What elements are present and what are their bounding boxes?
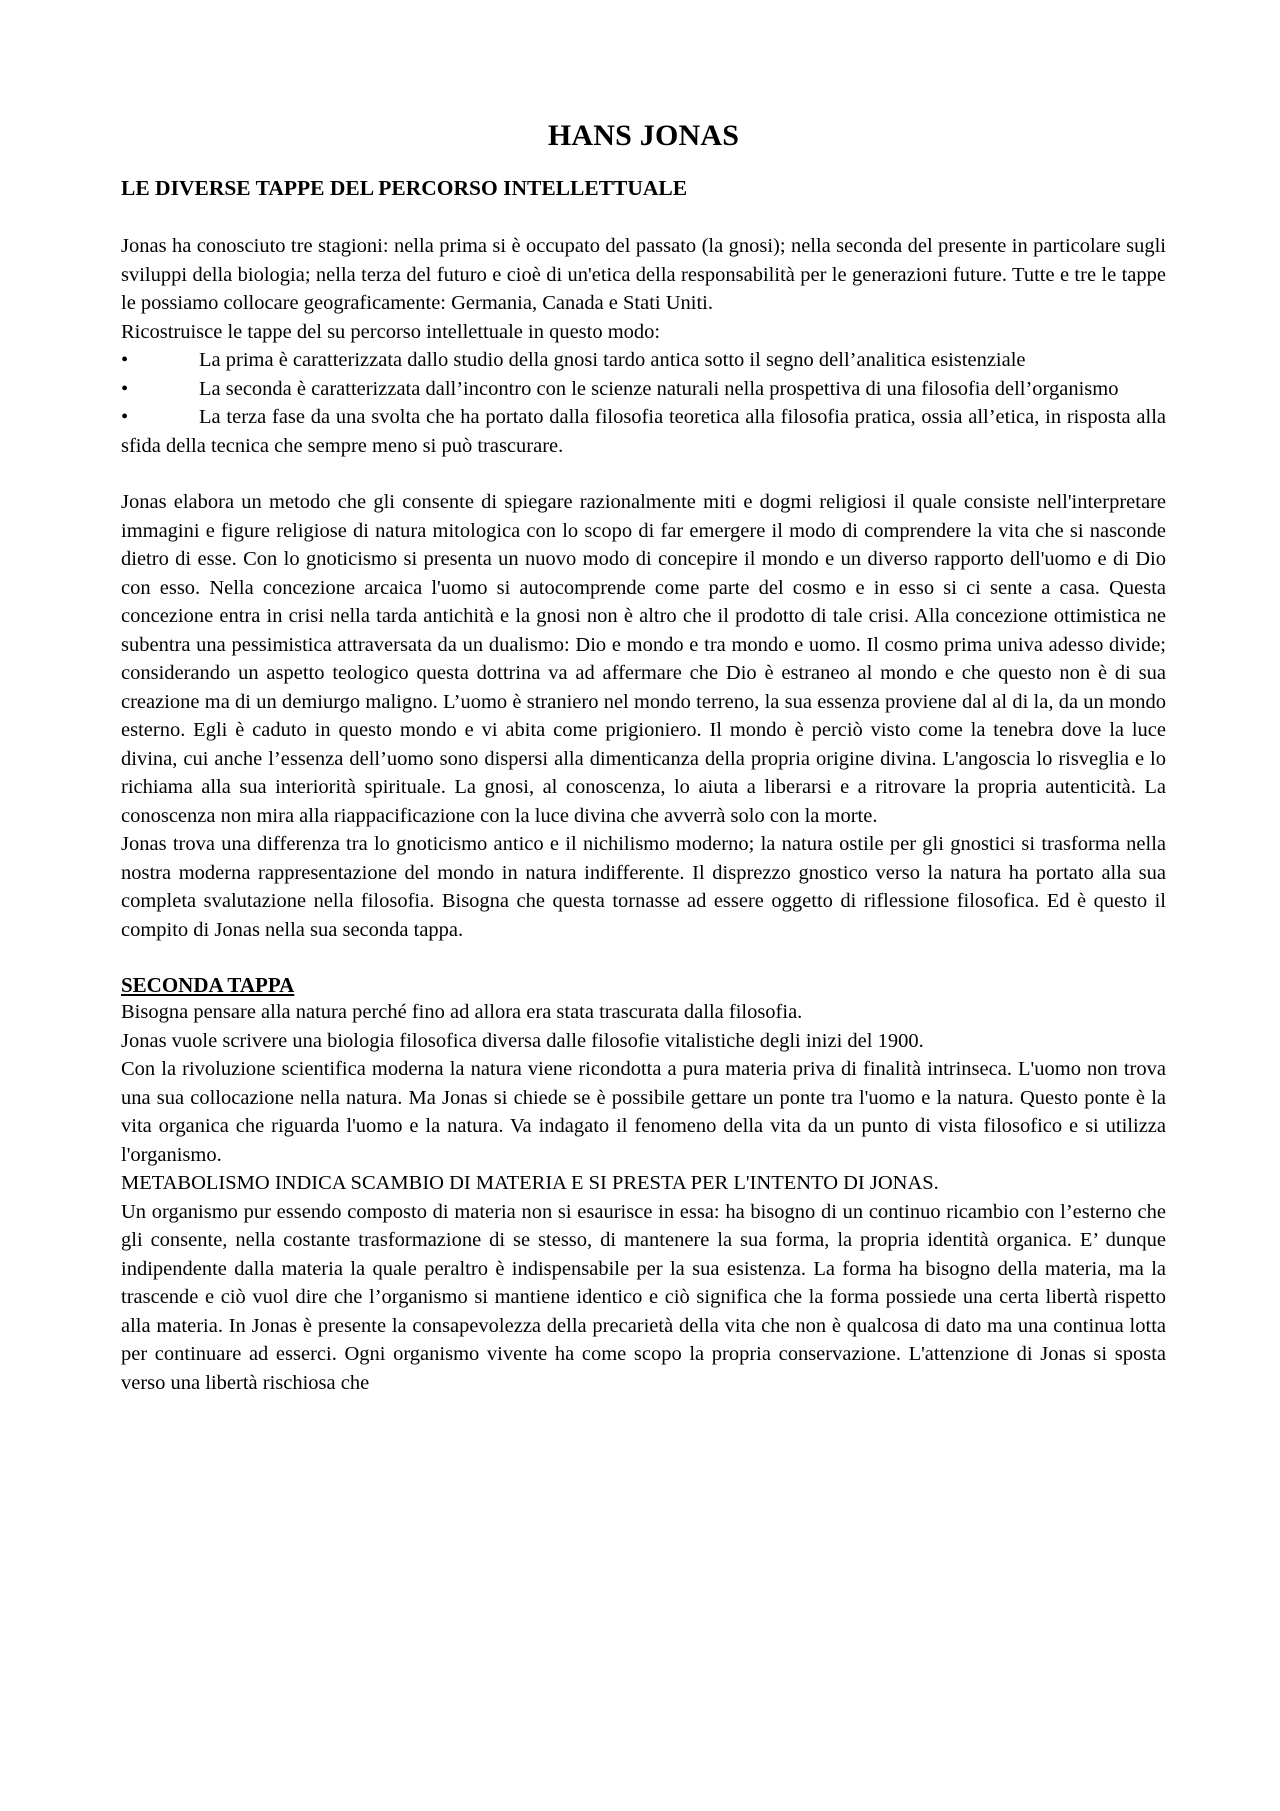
section2-line-1: Bisogna pensare alla natura perché fino ad allora era stata trascurata dalla filosofia. <box>121 1001 803 1023</box>
section2-line-2: Jonas vuole scrivere una biologia filosofica diversa dalle filosofie vitalistiche degli inizi del 1900. <box>121 1029 924 1052</box>
document-title: HANS JONAS <box>547 119 740 152</box>
document-page <box>121 118 1166 1397</box>
section-subtitle: LE DIVERSE TAPPE DEL PERCORSO INTELLETTUALE <box>121 176 688 200</box>
intro-paragraph: Jonas ha conosciuto tre stagioni: nella prima si è occupato del passato (la gnosi); nella seconda del presente in particolare sugli sviluppi della biologia; nella terza del futuro e cioè di un'etica della responsabilità per le generazioni future. Tutte e tre le tappe le possiamo collocare geograficamente: Germania, Canada e Stati Uniti. <box>121 235 1166 314</box>
metabolism-caps-line: METABOLISMO INDICA SCAMBIO DI MATERIA E SI PRESTA PER L'INTENTO DI JONAS. <box>121 1172 939 1194</box>
list-item-text: La prima è caratterizzata dallo studio della gnosi tardo antica sotto il segno dell’analitica esistenziale <box>199 349 1026 371</box>
paragraph-gap <box>121 944 1166 972</box>
nihilism-paragraph: Jonas trova una differenza tra lo gnoticismo antico e il nichilismo moderno; la natura ostile per gli gnostici si trasforma nella nostra moderna rappresentazione del mondo in natura indifferente. Il disprezzo gnostico verso la natura ha portato alla sua completa svalutazione nella filosofia. Bisogna che questa tornasse ad essere oggetto di riflessione filosofica. Ed è questo il compito di Jonas nella sua seconda tappa. <box>121 833 1166 941</box>
list-item: • La prima è caratterizzata dallo studio della gnosi tardo antica sotto il segno dell’analitica esistenziale <box>121 346 1166 375</box>
list-item-text: La seconda è caratterizzata dall’incontro con le scienze naturali nella prospettiva di una filosofia dell’organismo <box>199 377 1119 400</box>
paragraph-gap <box>121 460 1166 488</box>
list-item-text: La terza fase da una svolta che ha portato dalla filosofia teoretica alla filosofia pratica, ossia all’etica, in risposta alla sfida della tecnica che sempre meno si può trascurare. <box>121 406 1166 457</box>
section2-paragraph-2: Un organismo pur essendo composto di materia non si esaurisce in essa: ha bisogno di un continuo ricambio con l’esterno che gli consente, nella costante trasformazione di se stesso, di mantenere la sua forma, la propria identità organica. E’ dunque indipendente dalla materia la quale peraltro è indispensabile per la sua esistenza. La forma ha bisogno della materia, ma la trascende e ciò vuol dire che l’organismo si mantiene identico e ciò significa che la forma possiede una certa libertà rispetto alla materia. In Jonas è presente la consapevolezza della precarietà della vita che non è qualcosa di dato ma una continua lotta per continuare ad esserci. Ogni organismo vivente ha come scopo la propria conservazione. L'attenzione di Jonas si sposta verso una libertà rischiosa che <box>121 1200 1166 1394</box>
gnosis-paragraph: Jonas elabora un metodo che gli consente di spiegare razionalmente miti e dogmi religiosi il quale consiste nell'interpretare immagini e figure religiose di natura mitologica con lo scopo di far emergere il modo di comprendere la vita che si nasconde dietro di esse. Con lo gnoticismo si presenta un nuovo modo di concepire il mondo e un diverso rapporto dell'uomo e di Dio con esso. Nella concezione arcaica l'uomo si autocomprende come parte del cosmo e in esso si ci sente a casa. Questa concezione entra in crisi nella tarda antichità e la gnosi non è altro che il prodotto di tale crisi. Alla concezione ottimistica ne subentra una pessimistica attraversata da un dualismo: Dio e mondo e tra mondo e uomo. Il cosmo prima univa adesso divide; considerando un aspetto teologico questa dottrina va ad affermare che Dio è estraneo al mondo e che questo non è di sua creazione ma di un demiurgo maligno. L’uomo è straniero nel mondo terreno, la sua essenza proviene dal al di la, da un mondo esterno. Egli è caduto in questo mondo e vi abita come prigioniero. Il mondo è perciò visto come la tenebra dove la luce divina, cui anche l’essenza dell’uomo sono dispersi alla dimenticanza della propria origine divina. L'angoscia lo risveglia e lo richiama alla sua interiorità spirituale. La gnosi, al conoscenza, lo aiuta a liberarsi e a ritrovare la propria autenticità. La conoscenza non mira alla riappacificazione con la luce divina che avverrà solo con la morte. <box>121 491 1166 827</box>
list-item: • La terza fase da una svolta che ha portato dalla filosofia teoretica alla filosofia pratica, ossia all’etica, in risposta alla sfida della tecnica che sempre meno si può trascurare. <box>121 403 1166 460</box>
list-item: • La seconda è caratterizzata dall’incontro con le scienze naturali nella prospettiva di una filosofia dell’organismo <box>121 375 1166 404</box>
section-heading: SECONDA TAPPA <box>121 973 295 997</box>
section2-paragraph-1: Con la rivoluzione scientifica moderna la natura viene ricondotta a pura materia priva di finalità intrinseca. L'uomo non trova una sua collocazione nella natura. Ma Jonas si chiede se è possibile gettare un ponte tra l'uomo e la natura. Questo ponte è la vita organica che riguarda l'uomo e la natura. Va indagato il fenomeno della vita da un punto di vista filosofico e si utilizza l'organismo. <box>121 1058 1166 1166</box>
reconstruct-line: Ricostruisce le tappe del su percorso intellettuale in questo modo: <box>121 320 661 343</box>
